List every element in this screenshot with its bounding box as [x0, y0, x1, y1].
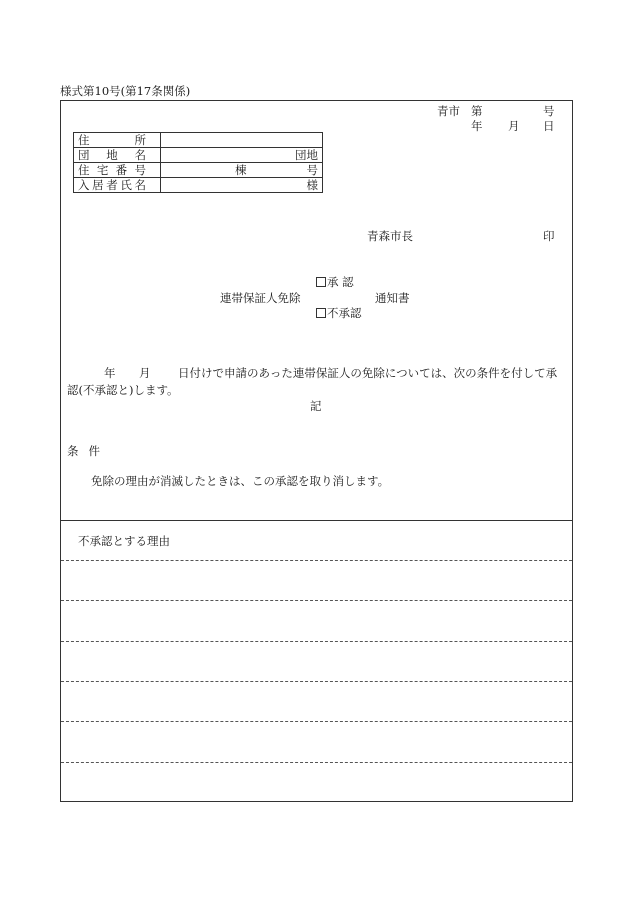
disapprove-checkbox[interactable]: [316, 308, 326, 318]
reason-line[interactable]: [61, 641, 572, 642]
doc-city-prefix: 青市: [437, 104, 460, 118]
reason-line[interactable]: [61, 560, 572, 561]
body-date-month: 月: [139, 366, 151, 380]
resident-info-table: [73, 132, 323, 193]
ki-heading: 記: [310, 399, 322, 413]
unit-building: 棟: [235, 163, 247, 177]
approve-option[interactable]: [316, 277, 354, 289]
address-row: [74, 133, 323, 148]
date-month: 月: [508, 119, 520, 133]
danchi-row: [74, 148, 323, 163]
unit-row: [74, 163, 323, 178]
danchi-label: 団 地 名: [74, 148, 161, 163]
address-field[interactable]: [161, 133, 323, 148]
notice-title-right: 通知書: [375, 291, 410, 305]
approve-label: 承 認: [327, 275, 354, 289]
unit-number: 号: [306, 163, 318, 177]
danchi-field[interactable]: [161, 148, 323, 163]
disapprove-option[interactable]: [316, 308, 362, 320]
doc-number-dai: 第: [471, 104, 483, 118]
reason-heading: 不承認とする理由: [78, 534, 170, 548]
reason-line[interactable]: [61, 681, 572, 682]
issuer-title: 青森市長: [367, 229, 413, 243]
notice-body: [67, 365, 568, 399]
resident-suffix: 様: [306, 178, 318, 192]
date-day: 日: [543, 119, 555, 133]
reason-line[interactable]: [61, 600, 572, 601]
resident-label: 入 居 者 氏 名: [74, 178, 161, 193]
resident-row: [74, 178, 323, 193]
doc-number-go: 号: [543, 104, 555, 118]
reason-line[interactable]: [61, 721, 572, 722]
address-label: 住 所: [78, 133, 146, 147]
conditions-text: 免除の理由が消滅したときは、この承認を取り消します。: [91, 474, 390, 488]
form-frame: [60, 100, 573, 802]
date-year: 年: [471, 119, 483, 133]
seal-mark: 印: [543, 229, 555, 243]
unit-field[interactable]: [161, 163, 323, 178]
reason-line[interactable]: [61, 762, 572, 763]
body-date-year: 年: [104, 366, 116, 380]
conditions-heading: 条件: [67, 444, 110, 458]
body-line2: 認(不承認と)します。: [67, 383, 179, 397]
approve-checkbox[interactable]: [316, 277, 326, 287]
form-number-header: 様式第10号(第17条関係): [60, 84, 191, 98]
notice-title-left: 連帯保証人免除: [220, 291, 301, 305]
disapprove-label: 不承認: [327, 306, 362, 320]
unit-label: 住 宅 番 号: [74, 163, 161, 178]
danchi-suffix: 団地: [295, 148, 318, 162]
body-line1: 日付けで申請のあった連帯保証人の免除については、次の条件を付して承: [178, 366, 558, 380]
section-divider: [61, 520, 572, 521]
resident-field[interactable]: [161, 178, 323, 193]
